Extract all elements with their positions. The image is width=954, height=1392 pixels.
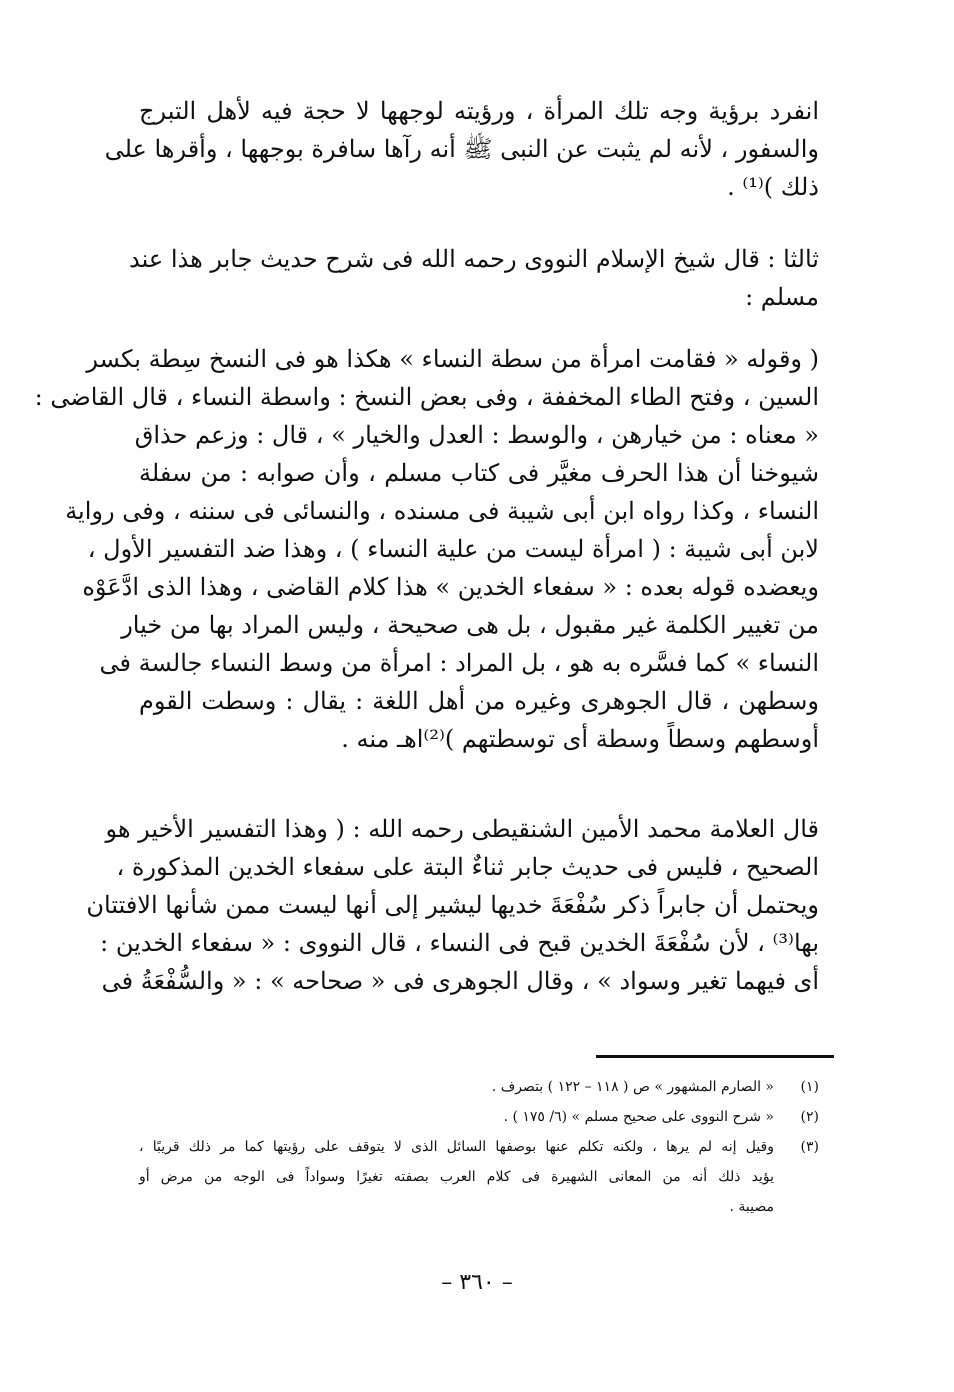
footnote-line: مصيبة . [729,1199,774,1215]
text-line: أوسطهم وسطاً وسطة أى توسطتهم )⁽²⁾اهـ منه . [341,725,819,753]
paragraph-2 [129,240,819,316]
text-line: أى فيهما تغير وسواد » ، وقال الجوهرى فى « صحاحه » : « والسُّفْعَةُ فى [101,967,819,995]
footnote-number: (٣) [800,1139,819,1155]
text-line: بها⁽³⁾ ، لأن سُفْعَةَ الخدين قبح فى النساء ، قال النووى : « سفعاء الخدين : [100,929,819,957]
text-line: ذلك )⁽¹⁾ . [727,173,819,201]
text-line: « معناه : من خيارهن ، والوسط : العدل والخيار » ، قال : وزعم حذاق [134,421,819,449]
text-line: والسفور ، لأنه لم يثبت عن النبى ﷺ أنه رآها سافرة بوجهها ، وأقرها على [104,135,819,163]
footnote-line: وقيل إنه لم يرها ، ولكنه تكلم عنها بوصفها السائل الذى لا يتوقف على رؤيتها كما مر ذلك قريبًا ، [139,1139,774,1155]
text-line: ثالثا : قال شيخ الإسلام النووى رحمه الله فى شرح حديث جابر هذا عند [129,245,819,273]
text-line: وسطهن ، قال الجوهرى وغيره من أهل اللغة : يقال : وسطت القوم [139,687,819,715]
text-line: مسلم : [745,283,819,311]
text-line: من تغيير الكلمة غير مقبول ، بل هى صحيحة ، وليس المراد بها من خيار [121,611,819,639]
text-line: ويعضده قوله بعده : « سفعاء الخدين » هذا كلام القاضى ، وهذا الذى ادَّعَوْه [82,573,819,601]
text-line: السين ، وفتح الطاء المخففة ، وفى بعض النسخ : واسطة النساء ، قال القاضى : [34,383,819,411]
footnote-3 [139,1132,819,1222]
footnote-separator [596,1055,834,1058]
text-line: ( وقوله « فقامت امرأة من سطة النساء » هكذا هو فى النسخ سِطة بكسر [86,345,819,373]
paragraph-3-quote [34,340,819,758]
footnote-text: « الصارم المشهور » ص ( ١١٨ – ١٢٢ ) بتصرف . [491,1079,774,1095]
footnote-line: يؤيد ذلك أنه من المعانى الشهيرة فى كلام العرب بصفته تغيرًا وسواداً فى الوجه من مرض أو [139,1169,774,1185]
paragraph-4 [86,810,819,1000]
text-line: لابن أبى شيبة : ( امرأة ليست من علية النساء ) ، وهذا ضد التفسير الأول ، [87,535,819,563]
text-line: النساء ، وكذا رواه ابن أبى شيبة فى مسنده ، والنسائى فى سننه ، وفى رواية [65,497,819,525]
footnote-number: (٢) [800,1109,819,1125]
footnote-number: (١) [800,1079,819,1095]
text-line: ويحتمل أن جابراً ذكر سُفْعَةَ خديها ليشير إلى أنها ليست ممن شأنها الافتتان [86,891,819,919]
footnotes [139,1072,819,1222]
footnote-1 [139,1072,819,1102]
page-number: – ٣٦٠ – [441,1270,513,1295]
paragraph-1 [104,92,819,206]
footnote-2 [139,1102,819,1132]
text-line: النساء » كما فسَّره به هو ، بل المراد : امرأة من وسط النساء جالسة فى [99,649,819,677]
text-line: شيوخنا أن هذا الحرف مغيَّر فى كتاب مسلم ، وأن صوابه : من سفلة [139,459,819,487]
footnote-text [139,1132,774,1222]
text-line: انفرد برؤية وجه تلك المرأة ، ورؤيته لوجهها لا حجة فيه لأهل التبرج [139,97,819,125]
footnote-text: « شرح النووى على صحيح مسلم » (٦/ ١٧٥ ) . [503,1109,774,1125]
text-line: الصحيح ، فليس فى حديث جابر ثناءٌ البتة على سفعاء الخدين المذكورة ، [116,853,819,881]
text-line: قال العلامة محمد الأمين الشنقيطى رحمه الله : ( وهذا التفسير الأخير هو [105,815,819,843]
